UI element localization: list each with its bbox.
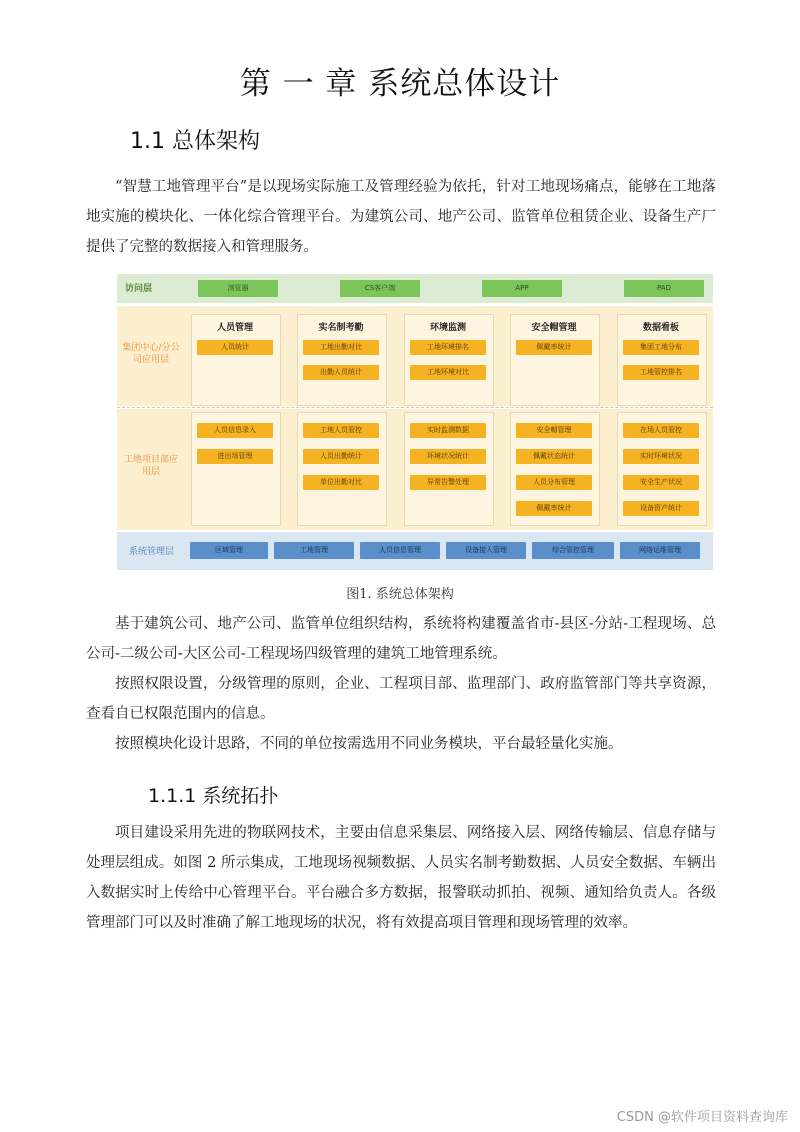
module-project-item: 异常告警处理 [410,475,486,490]
module-title: 环境监测 [429,323,466,333]
subsection-title: 1.1.1 系统拓扑 [148,785,279,807]
system-item-integrated-control: 综合管控管理 [532,542,614,559]
group-layer-label: 集团中心/分公司应用层 [122,343,180,365]
system-item-site: 工地管理 [274,542,354,559]
module-project-item: 安全帽管理 [516,423,592,438]
paragraph-org-structure: 基于建筑公司、地产公司、监管单位组织结构，系统将构建覆盖省市-县区-分站-工程现场、总公司-二级公司-大区公司-工程现场四级管理的建筑工地管理系统。 [86,616,716,662]
system-item-network-ops: 网络运维管理 [620,542,700,559]
module-project-item: 环境状况统计 [410,449,486,464]
module-group-item: 出勤人员统计 [303,365,379,380]
access-item-cs-client: CS客户端 [340,280,420,297]
system-layer-label: 系统管理层 [129,547,175,557]
intro-paragraph [86,172,716,262]
intro-text: “智慧工地管理平台”是以现场实际施工及管理经验为依托，针对工地现场痛点，能够在工地落地实施的模块化、一体化综合管理平台。为建筑公司、地产公司、监管单位租赁企业、设备生产厂提供了完整的数据接入和管理服务。 [86,179,716,255]
module-group-item: 工地环境对比 [410,365,486,380]
module-project-item: 佩戴状态统计 [516,449,592,464]
paragraph-permissions: 按照权限设置，分级管理的原则，企业、工程项目部、监理部门、政府监管部门等共享资源，查看自已权限范围内的信息。 [86,676,716,722]
system-item-device-access: 设备接入管理 [446,542,526,559]
module-title: 人员管理 [216,323,253,333]
access-layer-label: 访问层 [125,284,153,294]
module-project-item: 实时监测数据 [410,423,486,438]
topology-paragraph [86,818,716,938]
paragraph-modular: 按照模块化设计思路，不同的单位按需选用不同业务模块，平台最轻量化实施。 [115,736,623,752]
layer-divider [117,407,713,409]
module-title: 数据看板 [642,323,679,333]
module-group-item: 工地管控排名 [623,365,699,380]
access-item-app: APP [482,280,562,297]
module-project-item: 单位出勤对比 [303,475,379,490]
watermark: CSDN @软件项目资料查询库 [616,1110,788,1125]
figure-caption: 图1. 系统总体架构 [346,587,454,602]
section-title: 1.1 总体架构 [130,129,260,154]
module-project-item: 实时环境状况 [623,449,699,464]
module-project-item: 安全生产状况 [623,475,699,490]
module-project-item: 佩戴率统计 [516,501,592,516]
module-project-item: 进出场管理 [197,449,273,464]
module-group-item: 人员统计 [197,340,273,355]
access-item-pad: PAD [624,280,704,297]
module-group-item: 集团工地分布 [623,340,699,355]
module-title: 安全帽管理 [531,323,577,333]
topology-text: 项目建设采用先进的物联网技术，主要由信息采集层、网络接入层、网络传输层、信息存储与处理层组成。如图 2 所示集成，工地现场视频数据、人员实名制考勤数据、人员安全数据、车辆出入数据实时上传给中心管理平台。平台融合多方数据，报警联动抓拍、视频、通知给负责人。各级管理部门可以及时准确了解工地现场的状况，将有效提高项目管理和现场管理的效率。 [86,825,716,931]
project-layer-label: 工地项目部应用层 [123,455,178,477]
system-item-personnel-info: 人员信息管理 [360,542,440,559]
chapter-title: 第 一 章 系统总体设计 [239,66,561,102]
module-project-item: 人员分布管理 [516,475,592,490]
module-project-item: 设备资产统计 [623,501,699,516]
module-group-item: 工地出勤对比 [303,340,379,355]
module-project-item: 人员出勤统计 [303,449,379,464]
body-paragraphs [86,609,716,759]
access-item-browser: 浏览器 [198,280,278,297]
module-group-item: 工地环境排名 [410,340,486,355]
system-item-region: 区域管理 [190,542,268,559]
architecture-diagram [117,274,713,570]
module-title: 实名制考勤 [318,323,364,333]
module-group-item: 佩戴率统计 [516,340,592,355]
module-project-item: 在场人员管控 [623,423,699,438]
module-project-item: 人员信息录入 [197,423,273,438]
module-project-item: 工地人员管控 [303,423,379,438]
